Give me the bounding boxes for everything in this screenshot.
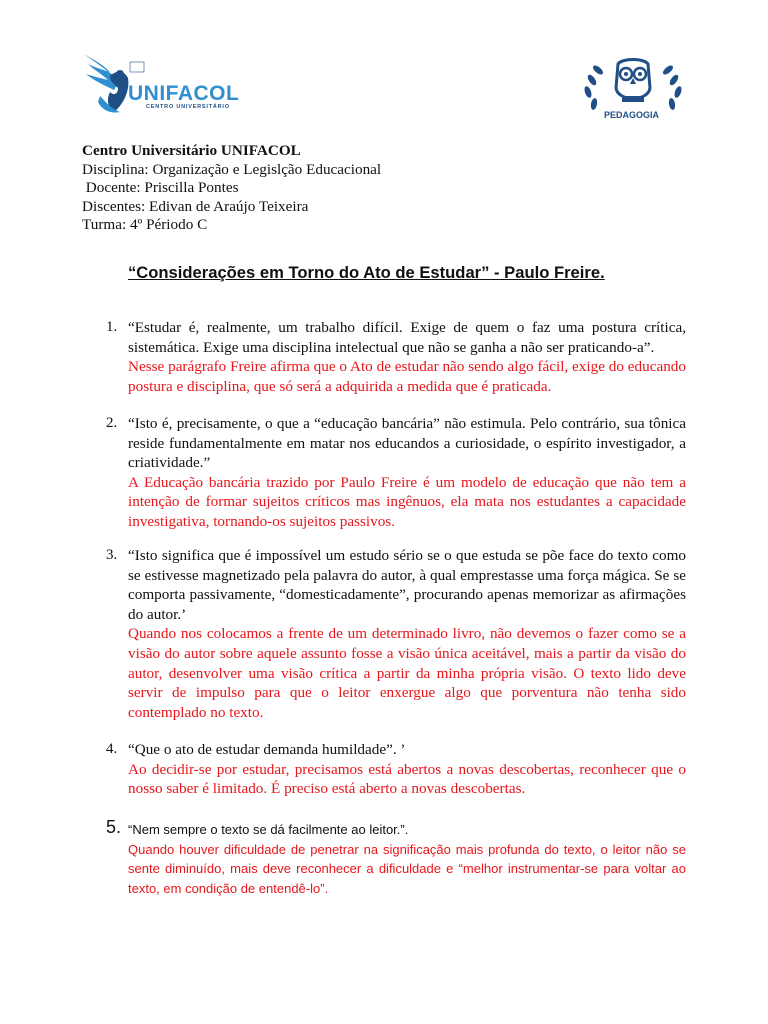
item-number: 4. xyxy=(106,741,118,757)
item-quote: “Estudar é, realmente, um trabalho difícil. Exige de quem o faz uma postura crítica, sistemática. Exige uma disciplina intelectual que não se ganha a não ser praticando-a”. xyxy=(128,319,686,356)
item-number: 3. xyxy=(106,547,118,563)
students-line: Discentes: Edivan de Araújo Teixeira xyxy=(82,197,309,215)
item-answer: A Educação bancária trazido por Paulo Freire é um modelo de educação que não tem a intenção de formar sujeitos críticos mas ingênuos, ela mata nos estudantes a capacidade investigativa, tornando-os sujeitos passivos. xyxy=(128,473,686,530)
pedagogia-logo-text: PEDAGOGIA xyxy=(604,110,660,120)
item-quote: “Isto é, precisamente, o que a “educação bancária” não estimula. Pelo contrário, sua tônica reside fundamentalmente em matar nos educandos a curiosidade, o espírito investigador, a criatividade.” xyxy=(128,415,686,472)
unifacol-logo-text: UNIFACOL xyxy=(128,82,240,105)
item-answer: Ao decidir-se por estudar, precisamos está abertos a novas descobertas, reconhecer que o nosso saber é limitado. É preciso está aberto a novas descobertas. xyxy=(128,760,686,798)
list-item xyxy=(106,546,686,722)
item-answer: Quando houver dificuldade de penetrar na significação mais profunda do texto, o leitor não se sente diminuído, mais deve reconhecer a dificuldade e “melhor instrumentar-se para voltar ao texto, em condição de entendê-lo”. xyxy=(128,841,686,896)
document-title: “Considerações em Torno do Ato de Estudar” - Paulo Freire. xyxy=(128,263,605,282)
teacher-line: Docente: Priscilla Pontes xyxy=(82,179,239,196)
list-item xyxy=(106,740,686,799)
item-quote: “Que o ato de estudar demanda humildade”. ’ xyxy=(128,741,406,758)
item-number: 1. xyxy=(106,319,118,335)
item-number: 5. xyxy=(106,817,122,837)
list-item xyxy=(106,414,686,532)
list-item xyxy=(106,318,686,396)
discipline-line: Disciplina: Organização e Legislção Educacional xyxy=(82,160,382,178)
item-number: 2. xyxy=(106,415,118,431)
document-header xyxy=(82,142,381,235)
item-quote: “Nem sempre o texto se dá facilmente ao leitor.”. xyxy=(128,822,409,837)
unifacol-logo-subtitle: CENTRO UNIVERSITÁRIO xyxy=(146,104,230,110)
institution-name: Centro Universitário UNIFACOL xyxy=(82,142,301,159)
item-quote: “Isto significa que é impossível um estudo sério se o que estuda se põe face do texto como se estivesse magnetizado pela palavra do autor, à qual emprestasse uma força mágica. Se se comporta passivamente, “domesticadamente”, procurando apenas memorizar as afirmações do autor.’ xyxy=(128,547,686,623)
item-answer: Quando nos colocamos a frente de um determinado livro, não devemos o fazer como se a visão do autor sobre aquele assunto fosse a visão única aceitável, mais a partir da visão do autor, desenvolver uma visão crítica a partir da minha própria visão. O texto lido deve servir de impulso para que o leitor enxergue algo que porventura não tenha sido contemplado no texto. xyxy=(128,625,686,721)
list-item xyxy=(106,817,686,898)
class-line: Turma: 4º Périodo C xyxy=(82,216,208,233)
item-answer: Nesse parágrafo Freire afirma que o Ato de estudar não sendo algo fácil, exige do educando postura e disciplina, que só será a adquirida a medida que é praticada. xyxy=(128,358,686,395)
